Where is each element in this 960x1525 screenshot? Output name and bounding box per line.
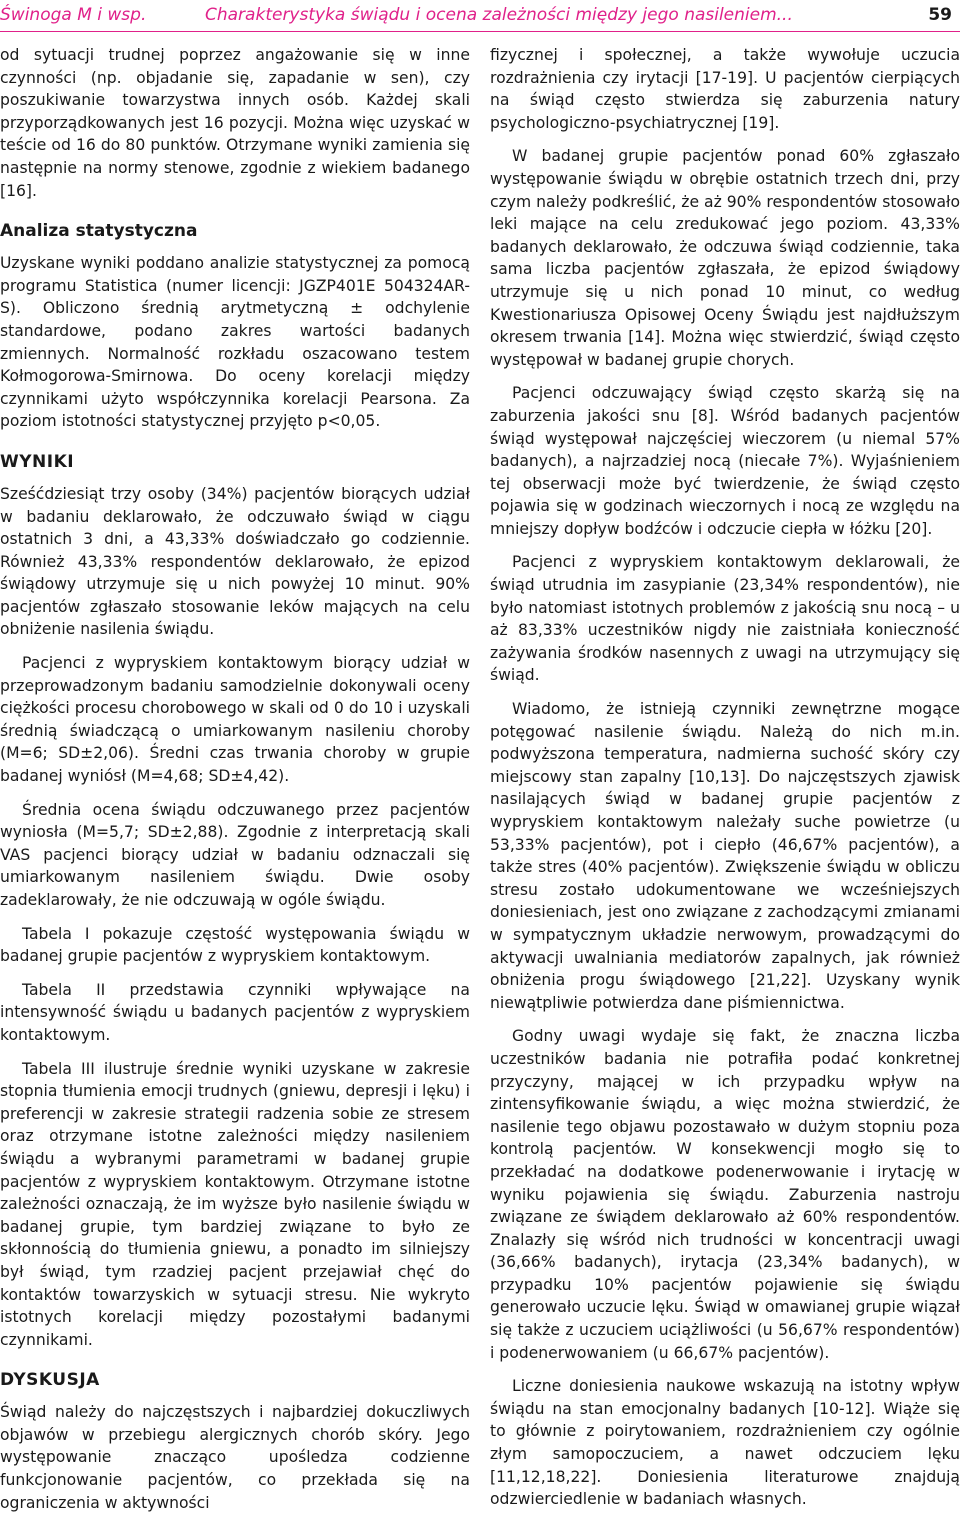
section-heading-results: WYNIKI — [0, 451, 75, 472]
running-header — [0, 0, 960, 34]
paragraph: Uzyskane wyniki poddano analizie statystycznej za pomocą programu Statistica (numer licencji: JGZP401E 504324AR-S). Obliczono średnią arytmetyczną ± odchylenie standardowe, podano zakres wartości badanych zmiennych. Normalność rozkładu oszacowano testem Kołmogorowa-Smirnowa. Do oceny korelacji między czynnikami użyto współczynnika korelacji Pearsona. Za poziom istotności statystycznej przyjęto p<0,05. — [0, 254, 470, 431]
paragraph: Liczne doniesienia naukowe wskazują na istotny wpływ świądu na stan emocjonalny badanych [10-12]. Wiąże się to głównie z poirytowaniem, rozdrażnieniem czy ogólnie złym samopoczuciem, a nawet odczuciem lęku [11,12,18,22]. Doniesienia literaturowe znajdują odzwierciedlenie w badaniach własnych. — [490, 1377, 960, 1509]
header-rule — [0, 31, 960, 32]
paragraph: Godny uwagi wydaje się fakt, że znaczna liczba uczestników badania nie potrafiła podać konkretnej przyczyny, mającej w ich przypadku wpływ na zintensyfikowanie świądu, a więc można stwierdzić, że nasilenie tego objawu pozostawało w dużym stopniu poza kontrolą pacjentów. W konsekwencji mogło się to przekładać na dodatkowe podenerwowanie i irytację w wyniku pojawienia się świądu. Zaburzenia nastroju związane ze świądem deklarowało aż 60% respondentów. Znalazły się wśród nich trudności w koncentracji uwagi (36,66% badanych), irytacja (23,34% badanych), w przypadku 10% pacjentów pojawienie się świądu generowało uczucie lęku. Świąd w omawianej grupie wiązał się także z uczuciem uciążliwości (u 56,67% respondentów) i podenerwowaniem (u 66,67% pacjentów). — [490, 1027, 960, 1362]
paragraph: Pacjenci odczuwający świąd często skarżą się na zaburzenia jakości snu [8]. Wśród badanych pacjentów świąd występował najczęściej wieczorem (u niemal 57% badanych), a najrzadziej nocą (niecałe 7%). Wyjaśnieniem tej obserwacji może być twierdzenie, że świąd często pojawia się w godzinach wieczornych i nocą ze względu na mniejszy dopływ bodźców i odczucie ciepła w łóżku [20]. — [490, 384, 960, 538]
paragraph: Pacjenci z wypryskiem kontaktowym deklarowali, że świąd utrudnia im zasypianie (23,34% respondentów), nie było natomiast istotnych problemów z jakością snu nocą – u aż 83,33% uczestników nigdy nie zaistniała konieczność zażywania środków nasennych z uwagi na utrzymujący się świąd. — [490, 553, 960, 685]
paragraph: Tabela I pokazuje częstość występowania świądu w badanej grupie pacjentów z wypryskiem kontaktowym. — [0, 924, 470, 966]
paragraph: Sześćdziesiąt trzy osoby (34%) pacjentów biorących udział w badaniu deklarowało, że odczuwało świąd w ciągu ostatnich 3 dni, a 43,33% doświadczało go codziennie. Również 43,33% respondentów deklarowało, że epizod świądowy utrzymuje się u nich powyżej 10 minut. 90% pacjentów zgłaszało stosowanie leków mających na celu obniżenie nasilenia świądu. — [0, 484, 470, 639]
paragraph: fizycznej i społecznej, a także wywołuje uczucia rozdrażnienia czy irytacji [17-19]. U pacjentów cierpiących na świąd często stwierdza się zaburzenia natury psychologiczno-psychiatrycznej [19]. — [490, 46, 960, 132]
page-number: 59 — [928, 5, 952, 25]
paragraph: Tabela III ilustruje średnie wyniki uzyskane w zakresie stopnia tłumienia emocji trudnych (gniewu, depresji i lęku) i preferencji w zakresie strategii radzenia sobie ze stresem oraz otrzymane istotne zależności między nasileniem świądu a wybranymi parametrami w badanej grupie pacjentów z wypryskiem kontaktowym. Otrzymane istotne zależności oznaczają, że im wyższe było nasilenie świądu w badanej grupie, tym bardziej związane to było ze skłonnością do tłumienia gniewu, a ponadto im silniejszy był świąd, tym rzadziej pacjent przejawiał chęć do kontaktów towarzyskich w sytuacji stresu. Nie wykryto istotnych korelacji między pozostałymi badanymi czynnikami. — [0, 1059, 470, 1349]
paragraph: od sytuacji trudnej poprzez angażowanie się w inne czynności (np. objadanie się, zapadanie w sen), czy poszukiwanie towarzystwa innych osób. Każdej skali przyporządkowanych jest 16 pozycji. Można więc uzyskać w teście od 16 do 80 punktów. Otrzymane wyniki zamienia się następnie na normy stenowe, zgodnie z wiekiem badanego [16]. — [0, 46, 470, 200]
section-heading-statistics: Analiza statystyczna — [0, 221, 198, 242]
paragraph: Średnia ocena świądu odczuwanego przez pacjentów wyniosła (M=5,7; SD±2,88). Zgodnie z interpretacją skali VAS pacjenci biorący udział w badaniu odznaczali się umiarkowanym nasileniem świądu. Dwie osoby zadeklarowały, że nie odczuwają w ogóle świądu. — [0, 800, 470, 909]
header-authors: Świnoga M i wsp. — [0, 5, 147, 25]
paragraph: Świąd należy do najczęstszych i najbardziej dokuczliwych objawów w przebiegu alergicznych chorób skóry. Jego występowanie znacząco upośledza codzienne funkcjonowanie pacjentów, co przekłada się na ograniczenia w aktywności — [0, 1403, 470, 1512]
paragraph: Pacjenci z wypryskiem kontaktowym biorący udział w przeprowadzonym badaniu samodzielnie dokonywali oceny ciężkości procesu chorobowego w skali od 0 do 10 i uzyskali średnią świadczącą o umiarkowanym nasileniu choroby (M=6; SD±2,06). Średni czas trwania choroby w grupie badanej wyniósł (M=4,68; SD±4,42). — [0, 654, 470, 786]
paragraph: Wiadomo, że istnieją czynniki zewnętrzne mogące potęgować nasilenie świądu. Należą do nich m.in. podwyższona temperatura, nadmierna suchość skóry czy miejscowy stan zapalny [10,13]. Do najczęstszych zjawisk nasilających świąd w badanej grupie pacjentów z wypryskiem kontaktowym należały suche powietrze (u 53,33% pacjentów), pot i ciepło (46,67% pacjentów), a także stres (40% pacjentów). Zwiększenie świądu w obliczu stresu zostało udokumentowane we wcześniejszych doniesieniach, jest ono związane z zachodzącymi zmianami w sympatycznym układzie nerwowym, prowadzącymi do aktywacji uwalniania mediatorów zapalnych, jak również obniżenia progu świądowego [21,22]. Uzyskany wynik niewątpliwie potwierdza dane piśmiennictwa. — [490, 700, 960, 1012]
header-title: Charakterystyka świądu i ocena zależności między jego nasileniem... — [205, 5, 793, 25]
paragraph: W badanej grupie pacjentów ponad 60% zgłaszało występowanie świądu w obrębie ostatnich trzech dni, przy czym należy podkreślić, że aż 90% respondentów stosowało leki mające na celu zredukować jego poziom. 43,33% badanych deklarowało, że odczuwa świąd codziennie, taka sama liczba pacjentów zgłaszała, że epizod świądowy utrzymuje się u nich ponad 10 minut, co według Kwestionariusza Opisowej Oceny Świądu jest najdłuższym okresem trwania [14]. Można więc stwierdzić, świąd często występował w badanej grupie chorych. — [490, 147, 960, 369]
paragraph: Tabela II przedstawia czynniki wpływające na intensywność świądu u badanych pacjentów z wypryskiem kontaktowym. — [0, 980, 470, 1044]
right-column — [490, 44, 960, 1522]
section-heading-discussion: DYSKUSJA — [0, 1370, 100, 1391]
left-column — [0, 44, 470, 1525]
